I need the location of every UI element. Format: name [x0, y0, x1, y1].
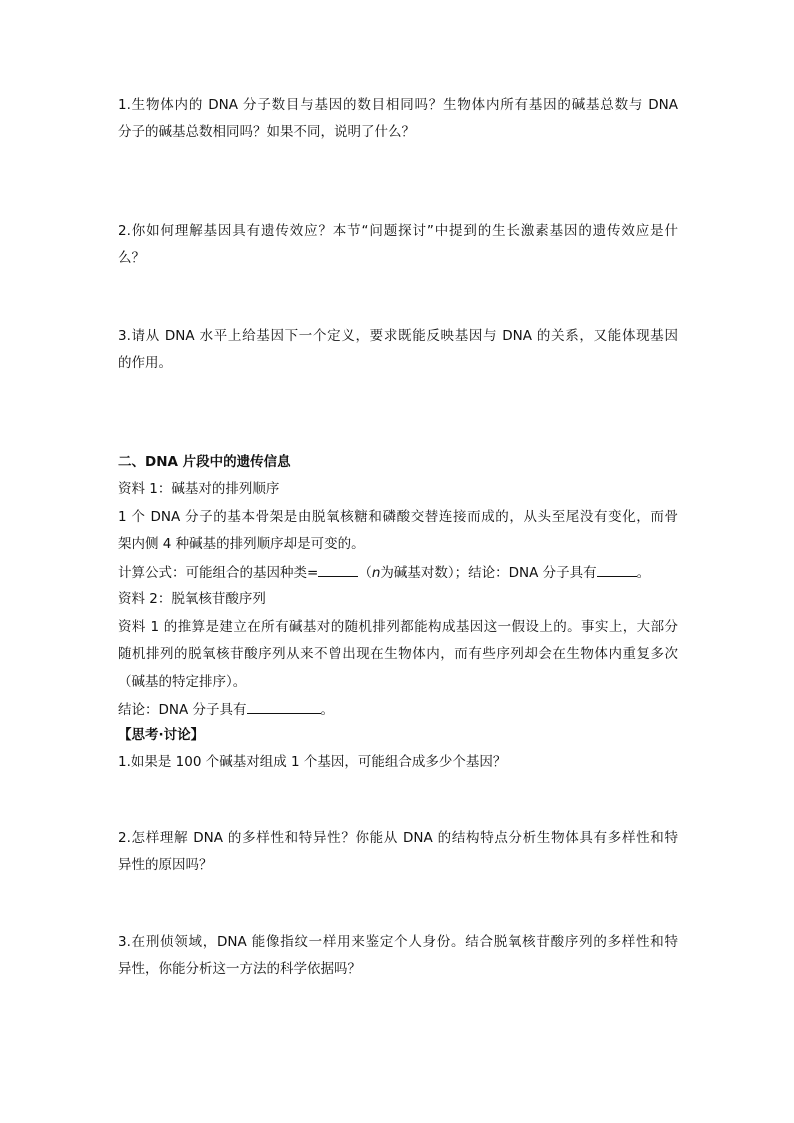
question-3-line-2: 的作用。 [118, 355, 172, 371]
question-2-line-2: 么？ [118, 250, 145, 266]
question-1-line-1: 1.生物体内的 DNA 分子数目与基因的数目相同吗？生物体内所有基因的碱基总数与 DNA [118, 97, 678, 113]
material-2-line-1: 资料 1 的推算是建立在所有碱基对的随机排列都能构成基因这一假设上的。事实上，大部分 [118, 619, 678, 635]
discussion-2-line-2: 异性的原因吗？ [118, 857, 213, 873]
discussion-heading: 【思考·讨论】 [118, 727, 205, 743]
formula-line [118, 562, 678, 583]
conclusion-prefix: 结论：DNA 分子具有 [118, 702, 247, 718]
formula-paren-rest: 为碱基对数）；结论：DNA 分子具有 [380, 565, 597, 581]
conclusion-end: 。 [320, 702, 335, 718]
discussion-1: 1.如果是 100 个碱基对组成 1 个基因，可能组合成多少个基因？ [118, 754, 507, 770]
formula-blank[interactable] [318, 562, 358, 577]
discussion-3-line-2: 异性，你能分析这一方法的科学依据吗？ [118, 961, 361, 977]
formula-paren-open: （ [358, 565, 372, 581]
conclusion-1-blank[interactable] [597, 562, 637, 577]
section-2-heading: 二、DNA 片段中的遗传信息 [118, 454, 291, 470]
question-2-line-1: 2.你如何理解基因具有遗传效应？本节“问题探讨”中提到的生长激素基因的遗传效应是什 [118, 223, 678, 239]
formula-n: n [371, 565, 381, 581]
material-1-line-2: 架内侧 4 种碱基的排列顺序却是可变的。 [118, 536, 365, 552]
conclusion-line [118, 699, 678, 720]
question-1-line-2: 分子的碱基总数相同吗？如果不同，说明了什么？ [118, 124, 415, 140]
question-3-line-1: 3.请从 DNA 水平上给基因下一个定义，要求既能反映基因与 DNA 的关系，又能体现基因 [118, 328, 678, 344]
material-2-line-2: 随机排列的脱氧核苷酸序列从来不曾出现在生物体内，而有些序列却会在生物体内重复多次 [118, 646, 678, 662]
material-1-title: 资料 1：碱基对的排列顺序 [118, 481, 280, 497]
conclusion-2-blank[interactable] [247, 699, 321, 714]
formula-end: 。 [636, 565, 651, 581]
material-2-title: 资料 2：脱氧核苷酸序列 [118, 591, 266, 607]
discussion-3-line-1: 3.在刑侦领域，DNA 能像指纹一样用来鉴定个人身份。结合脱氧核苷酸序列的多样性和特 [118, 934, 678, 950]
material-1-line-1: 1 个 DNA 分子的基本骨架是由脱氧核糖和磷酸交替连接而成的，从头至尾没有变化，而骨 [118, 509, 678, 525]
formula-prefix: 计算公式：可能组合的基因种类= [118, 565, 319, 581]
material-2-line-3: （碱基的特定排序）。 [118, 674, 247, 690]
discussion-2-line-1: 2.怎样理解 DNA 的多样性和特异性？你能从 DNA 的结构特点分析生物体具有多样性和特 [118, 830, 678, 846]
